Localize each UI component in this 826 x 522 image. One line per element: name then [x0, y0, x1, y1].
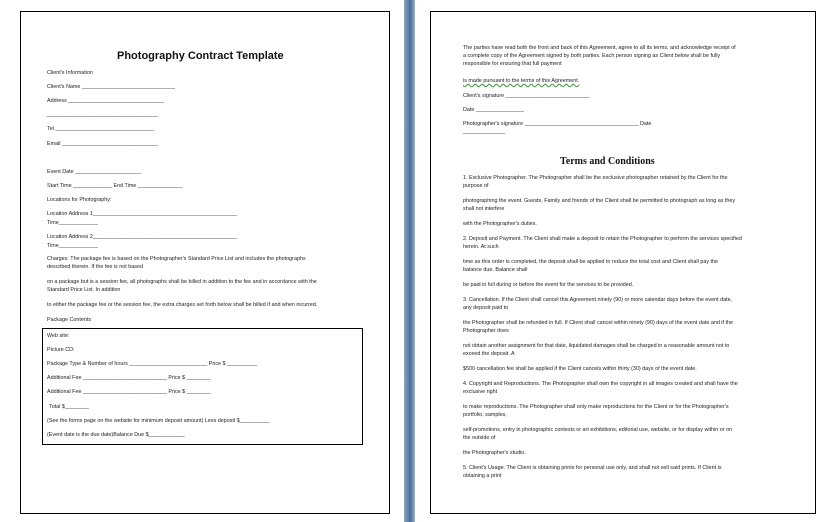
email-field: Email ________________________________ [47, 141, 158, 147]
charges-line-2: described therein. If the fee is not based [47, 264, 143, 270]
agreement-para-line-3: responsible for ensuring that full payment [463, 61, 562, 67]
tel-field: Tel _________________________________ [47, 126, 155, 132]
term-2-line-2: herein. At such [463, 244, 499, 250]
web-site-field: Web site: [47, 333, 70, 339]
term-4c-line-1: self-promotions, entry in photographic contests or art exhibitions, editorial use, website, or for display within or on [463, 427, 733, 433]
term-2b-line-1: time as this order is completed, the deposit shall be applied to reduce the total cost and Client shall pay the [463, 259, 719, 265]
term-1b-line-2: shall not interfere [463, 206, 505, 212]
document-page-left [0, 0, 404, 522]
term-4b-line-2: portfolio, samples, [463, 412, 507, 418]
package-fee-line-1: on a package but is a session fee, all photographs shall be billed in addition to the fee and in accordance with the [47, 279, 317, 285]
payment-terms-line: is made pursuant to the terms of this Agreement. [463, 78, 580, 84]
term-4-line-2: exclusive right [463, 389, 498, 395]
start-end-time-field: Start Time _____________ End Time _______________ [47, 183, 183, 189]
agreement-para-line-1: The parties have read both the front and back of this Agreement, agree to all its terms, and acknowledge receipt of [463, 45, 736, 51]
term-4-line-1: 4. Copyright and Reproductions. The Photographer shall own the copyright in all images created and shall have the [463, 381, 738, 387]
terms-title: Terms and Conditions [560, 156, 655, 167]
term-3b-line-2: Photographer does [463, 328, 509, 334]
term-1b-line-1: photographing the event. Guests, Family and friends of the Client shall be permitted to photograph as long as they [463, 198, 736, 204]
picture-cd-field: Picture CD: [47, 347, 75, 353]
client-name-field: Client's Name _______________________________ [47, 84, 175, 90]
address-line2-field: _____________________________________ [47, 112, 158, 118]
location-address-1: Location Address 1________________________________________________ [47, 211, 237, 217]
extra-charges-line: to either the package fee or the session fee, the extra charges set forth below shall be billed if and when incurred. [47, 302, 318, 308]
additional-fee-2-field: Additional Fee ____________________________ Price $ ________ [47, 389, 211, 395]
page-divider [404, 0, 415, 522]
term-1-line-1: 1. Exclusive Photographer. The Photographer shall be the exclusive photographer retained by the Client for the [463, 175, 728, 181]
term-5-line-2: obtaining a print [463, 473, 502, 479]
photographer-date-line: ______________ [463, 129, 505, 135]
term-4c-line-2: the outside of [463, 435, 496, 441]
additional-fee-1-field: Additional Fee ____________________________ Price $ ________ [47, 375, 211, 381]
location-address-2: Location Address 2________________________________________________ [47, 234, 237, 240]
client-date-field: Date ________________ [463, 107, 524, 113]
photographer-signature-field: Photographer's signature ______________________________________ Date [463, 121, 652, 127]
term-2-line-1: 2. Deposit and Payment. The Client shall make a deposit to retain the Photographer to perform the services specified [463, 236, 742, 242]
term-3-line-1: 3. Cancellation. If the Client shall cancel this Agreement ninety (90) or more calendar days before the event date, [463, 297, 733, 303]
term-2c-line: be paid in full during or before the event for the services to be provided. [463, 282, 634, 288]
term-3d-line: $500 cancellation fee shall be applied if the Client cancels within thirty (30) days of the event date. [463, 366, 697, 372]
term-1-line-2: purpose of [463, 183, 489, 189]
balance-due-field: (Event date is the due date)Balance Due $____________ [47, 432, 185, 438]
contract-title: Photography Contract Template [117, 50, 284, 62]
location-time-2: Time_____________ [47, 243, 98, 249]
event-date-field: Event Date ______________________ [47, 169, 142, 175]
term-3b-line-1: the Photographer shall be refunded in full. If Client shall cancel within ninety (90) days of the event date and if the [463, 320, 733, 326]
document-page-right [415, 0, 826, 522]
client-signature-field: Client's signature ____________________________ [463, 93, 590, 99]
term-4d-line: the Photographer's studio. [463, 450, 526, 456]
charges-line-1: Charges: The package fee is based on the Photographer's Standard Price List and includes the photographs [47, 256, 306, 262]
package-contents-heading: Package Contents [47, 317, 92, 323]
location-time-1: Time_____________ [47, 220, 98, 226]
term-3c-line-2: exceed the deposit. A [463, 351, 515, 357]
term-4b-line-1: to make reproductions. The Photographer shall only make reproductions for the Client or for the Photographer's [463, 404, 729, 410]
package-type-field: Package Type & Number of hours __________________________ Price $ __________ [47, 361, 258, 367]
term-5-line-1: 5. Client's Usage. The Client is obtaining prints for personal use only, and shall not sell said prints. If Client is [463, 465, 722, 471]
term-3c-line-1: not obtain another assignment for that date, liquidated damages shall be charged in a reasonable amount not to [463, 343, 730, 349]
deposit-note: (See the forms page on the website for minimum deposit amount) Less deposit $__________ [47, 418, 270, 424]
locations-heading: Locations for Photography: [47, 197, 112, 203]
package-contents-box [42, 328, 363, 445]
client-info-heading: Client's Information [47, 70, 93, 76]
total-field: Total $________ [49, 404, 89, 410]
package-fee-line-2: Standard Price List. In addition [47, 287, 121, 293]
term-2b-line-2: balance due. Balance shall [463, 267, 528, 273]
term-3-line-2: any deposit paid to [463, 305, 509, 311]
address-field: Address ________________________________ [47, 98, 165, 104]
term-1c-line: with the Photographer's duties. [463, 221, 537, 227]
agreement-para-line-2: a complete copy of the Agreement signed by both parties. Each person signing as Client below shall be fully [463, 53, 721, 59]
